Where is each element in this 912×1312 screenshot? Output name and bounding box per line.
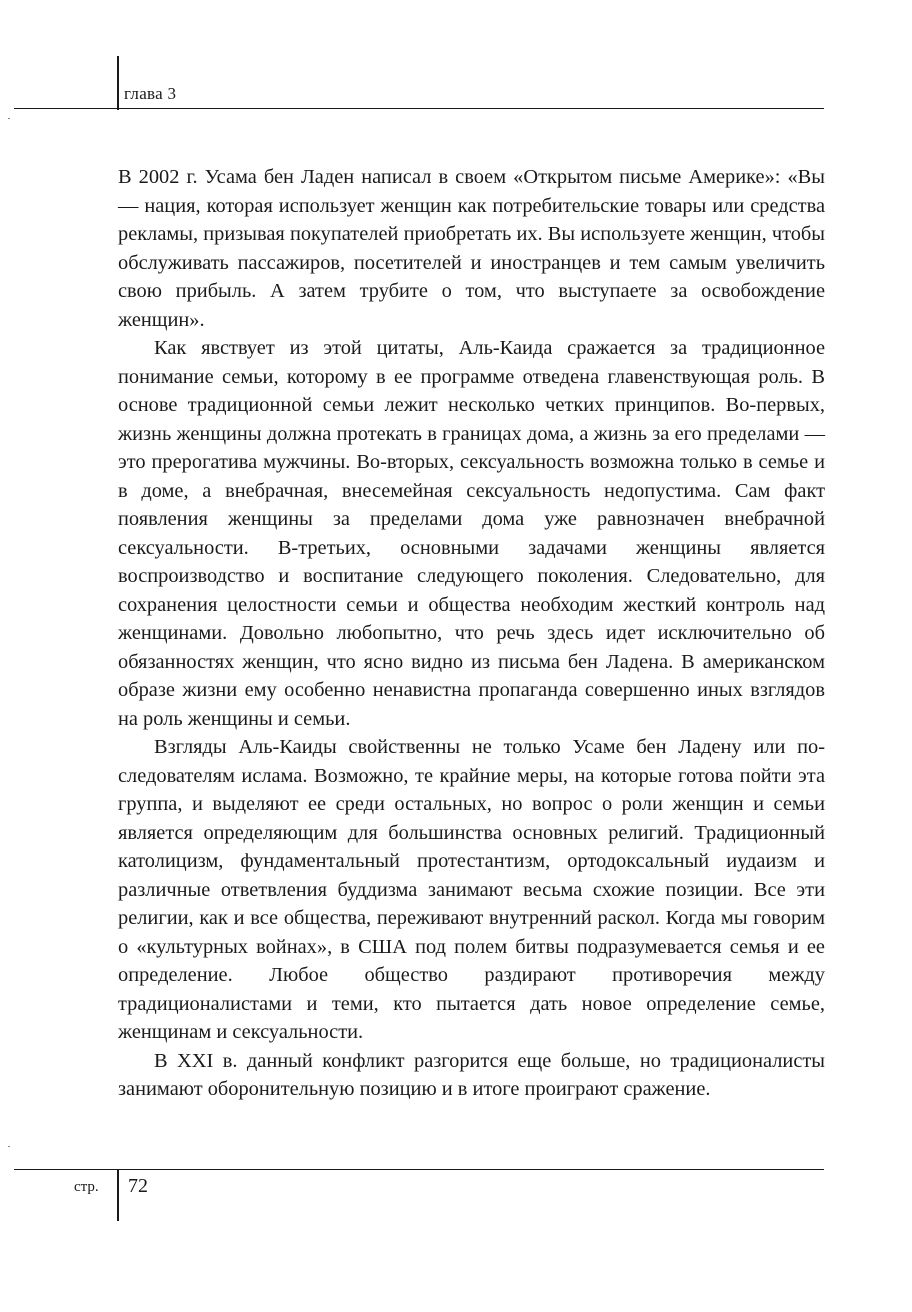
footer-horizontal-rule xyxy=(14,1169,824,1170)
paragraph-3: Взгляды Аль-Каиды свойственны не только Усаме бен Ладену или последователям ислама. Возможно, те крайние меры, на которые готова пойти эта группа, и выделяют ее среди остальных, но вопрос о роли женщин и семьи является определяющим для большинства основных религий. Традиционный католицизм, фундаментальный протестантизм, ортодоксальный иудаизм и различные ответвления буддизма занимают весьма схожие позиции. Все эти религии, как и все общества, переживают внутренний раскол. Когда мы говорим о «культурных войнах», в США под полем битвы подразумевается семья и ее определение. Любое общество раздирают противоречия между традиционалистами и теми, кто пытается дать новое определение семье, женщинам и сексуальности. xyxy=(118,736,825,1043)
body-text xyxy=(118,163,825,1104)
header-horizontal-rule xyxy=(14,108,824,109)
footer-vertical-rule xyxy=(117,1169,119,1221)
paragraph-2: Как явствует из этой цитаты, Аль-Каида сражается за традиционное понимание семьи, которому в ее программе отведена главенствующая роль. В основе традиционной семьи лежит несколько четких принципов. Во-первых, жизнь женщины должна протекать в границах дома, а жизнь за его пределами — это прерогатива мужчины. Во-вторых, сексуальность возможна только в семье и в доме, а внебрачная, внесемейная сексуальность недопустима. Сам факт появления женщины за пределами дома уже равнозначен внебрачной сексуальности. В-третьих, основными задачами женщины является воспроизводство и воспитание следующего поколения. Следовательно, для сохранения целостности семьи и общества необходим жесткий контроль над женщинами. Довольно любопытно, что речь здесь идет исключительно об обязанностях женщин, что ясно видно из письма бен Ладена. В американском образе жизни ему особенно ненавистна пропаганда совершенно иных взглядов на роль женщины и семьи. xyxy=(118,337,825,730)
paragraph-1: В 2002 г. Усама бен Ладен написал в своем «Открытом письме Америке»: «Вы — нация, которая использует женщин как потребительские товары или средства рекламы, призывая покупателей приобретать их. Вы используете женщин, чтобы обслуживать пассажиров, посетителей и иностранцев и тем самым увеличить свою прибыль. А затем трубите о том, что выступаете за освобождение женщин». xyxy=(118,166,825,331)
chapter-label: глава 3 xyxy=(124,84,177,103)
scan-mark xyxy=(8,1146,10,1147)
header-vertical-rule xyxy=(117,56,119,110)
scan-mark xyxy=(8,118,10,119)
paragraph-4: В XXI в. данный конфликт разгорится еще больше, но традиционалисты занимают оборонительную позицию и в итоге проиграют сражение. xyxy=(118,1049,825,1100)
page-prefix: стр. xyxy=(74,1179,99,1195)
page-number: 72 xyxy=(128,1175,148,1197)
